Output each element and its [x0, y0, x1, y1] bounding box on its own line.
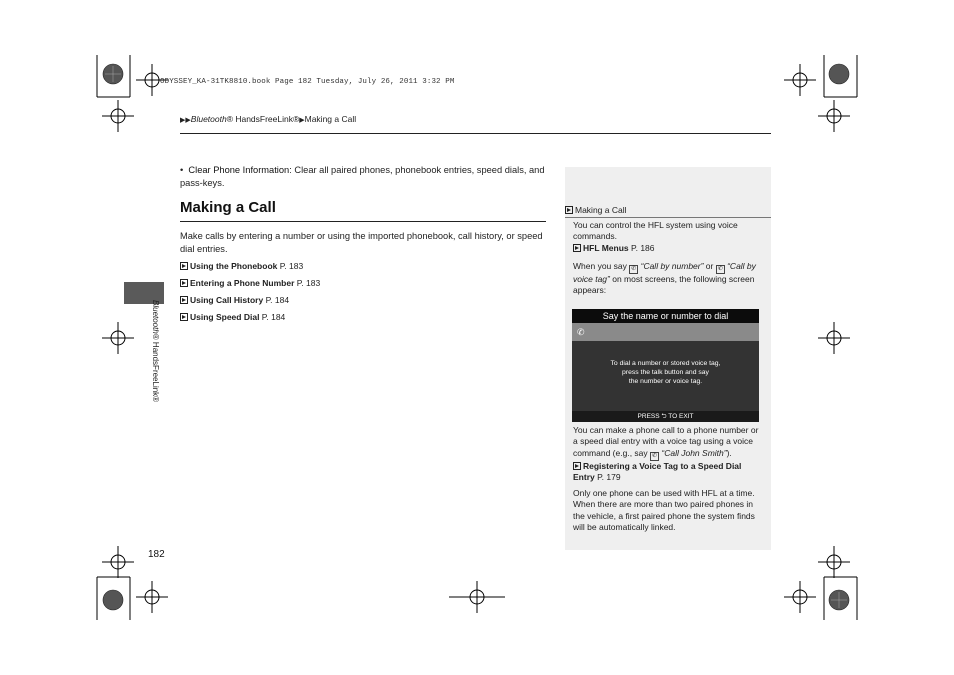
breadcrumb-hfl[interactable]: ® HandsFreeLink® [226, 114, 300, 124]
page-number: 182 [148, 549, 165, 560]
sidebar-rule [565, 217, 771, 218]
bullet-clear-phone-info: • Clear Phone Information: Clear all paired phones, phonebook entries, speed dials, and pass-keys. [180, 165, 545, 188]
sidebar-ref-voice-tag[interactable]: Registering a Voice Tag to a Speed Dial Entry P. 179 [573, 460, 742, 482]
sidebar-p3: You can make a phone call to a phone number or a speed dial entry with a voice tag using a voice command (e.g., say ✆ “Call John Smith”). Registering a Voice Tag to a Speed Dial Entry P. 179 [573, 425, 759, 482]
xref-arrow-icon [573, 462, 581, 470]
title-rule [180, 221, 546, 222]
talk-icon: ✆ [652, 452, 658, 459]
header-rule [180, 133, 771, 134]
voice-icon: ✆ [577, 327, 585, 337]
sidebar-ref-hfl-menus[interactable]: HFL Menus P. 186 [573, 243, 655, 253]
intro-paragraph: Make calls by entering a number or using the imported phonebook, call history, or speed dial entries. [180, 231, 543, 254]
xref-call-history[interactable]: Using Call History P. 184 [180, 295, 289, 305]
xref-speed-dial[interactable]: Using Speed Dial P. 184 [180, 312, 285, 322]
chapter-side-label: Bluetooth® HandsFreeLink® [151, 300, 160, 403]
xref-entering-number[interactable]: Entering a Phone Number P. 183 [180, 278, 320, 288]
sidebar-p1: You can control the HFL system using voice commands. HFL Menus P. 186 [573, 220, 738, 253]
screen-message: To dial a number or stored voice tag, press the talk button and say the number or voice tag. [610, 360, 721, 385]
screen-footer: PRESS ⮌ TO EXIT [572, 411, 759, 422]
sidebar-p4: Only one phone can be used with HFL at a time. When there are more than two paired phones in the vehicle, a first paired phone the system finds will be automatically linked. [573, 488, 755, 532]
sidebar-heading: Making a Call [565, 205, 627, 215]
screen-title: Say the name or number to dial [572, 309, 759, 323]
xref-arrow-icon [180, 313, 188, 321]
bullet-text: : Clear all paired phones, phonebook entries, speed dials, and pass-keys. [180, 165, 545, 188]
breadcrumb-bluetooth[interactable]: Bluetooth [190, 114, 227, 124]
xref-arrow-icon [180, 262, 188, 270]
talk-icon: ✆ [717, 266, 723, 272]
page-title: Making a Call [180, 199, 276, 216]
screen-status-bar [572, 323, 759, 341]
breadcrumb-arrow-icon: ▶ [299, 117, 305, 124]
xref-using-phonebook[interactable]: Using the Phonebook P. 183 [180, 261, 303, 271]
talk-icon: ✆ [631, 266, 637, 272]
xref-arrow-icon [180, 296, 188, 304]
xref-arrow-icon [573, 244, 581, 252]
sidebar-p2: When you say ✆ “Call by number” or ✆ “Call by voice tag” on most screens, the following screen appears: [573, 261, 756, 296]
xref-arrow-icon [180, 279, 188, 287]
sidebar-heading-icon [565, 206, 573, 214]
bullet-label: Clear Phone Information [188, 165, 290, 175]
breadcrumb-current: Making a Call [304, 114, 357, 124]
breadcrumb [180, 114, 356, 124]
breadcrumb-arrow-icon: ▶▶ [180, 117, 191, 124]
print-header: ODYSSEY_KA-31TK8810.book Page 182 Tuesday, July 26, 2011 3:32 PM [160, 78, 455, 86]
